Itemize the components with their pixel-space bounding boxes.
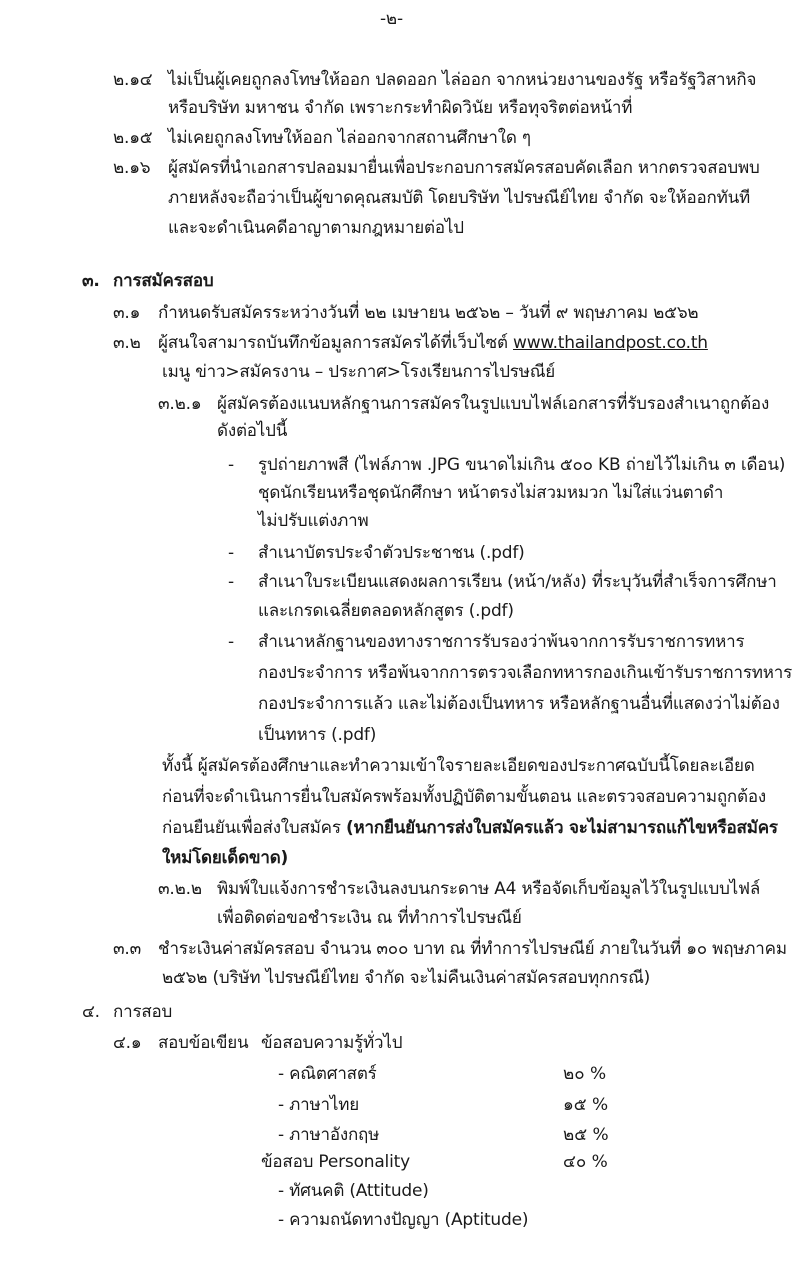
section-4-title: การสอบ (113, 1002, 173, 1022)
item-2-15-line1: ไม่เคยถูกลงโทษให้ออก ไล่ออกจากสถานศึกษาใด ๆ (168, 128, 531, 148)
bullet-transcript-line2: และเกรดเฉลี่ยตลอดหลักสูตร (.pdf) (258, 601, 514, 621)
item-2-14-line2: หรือบริษัท มหาชน จำกัด เพราะกระทำผิดวินัย หรือทุจริตต่อหน้าที่ (168, 98, 633, 118)
item-3-2-line2: เมนู ข่าว>สมัครงาน – ประกาศ>โรงเรียนการไปรษณีย์ (162, 362, 556, 382)
note-line3-bold: (หากยืนยันการส่งใบสมัครแล้ว จะไม่สามารถแก้ไขหรือสมัคร (345, 818, 778, 838)
bullet-military-line1: สำเนาหลักฐานของทางราชการรับรองว่าพ้นจากการรับราชการทหาร (258, 632, 745, 652)
bullet-military-line4: เป็นทหาร (.pdf) (258, 725, 377, 745)
item-2-16-line2: ภายหลังจะถือว่าเป็นผู้ขาดคุณสมบัติ โดยบริษัท ไปรษณีย์ไทย จำกัด จะให้ออกทันที (168, 188, 751, 208)
item-3-2-2-line1: พิมพ์ใบแจ้งการชำระเงินลงบนกระดาษ A4 หรือจัดเก็บข้อมูลไว้ในรูปแบบไฟล์ (217, 879, 761, 899)
section-3-number: ๓. (82, 271, 100, 291)
item-3-2-number: ๓.๒ (113, 333, 141, 353)
item-3-2-2-number: ๓.๒.๒ (158, 879, 202, 899)
general-knowledge-title: ข้อสอบความรู้ทั่วไป (261, 1033, 403, 1053)
item-3-2-prefix: ผู้สนใจสามารถบันทึกข้อมูลการสมัครได้ที่เว็บไซต์ (158, 333, 514, 353)
item-3-2-2-line2: เพื่อติดต่อขอชำระเงิน ณ ที่ทำการไปรษณีย์ (217, 908, 522, 928)
subject-math: - คณิตศาสตร์ (278, 1064, 377, 1084)
subject-math-percent: ๒๐ % (563, 1064, 607, 1084)
note-line3 (162, 817, 778, 839)
item-2-14-number: ๒.๑๔ (113, 70, 153, 90)
subject-thai-percent: ๑๕ % (563, 1095, 609, 1115)
bullet-mark: - (228, 543, 234, 563)
item-2-16-line1: ผู้สมัครที่นำเอกสารปลอมมายื่นเพื่อประกอบการสมัครสอบคัดเลือก หากตรวจสอบพบ (168, 158, 760, 178)
item-3-3-number: ๓.๓ (113, 939, 142, 959)
item-3-2-1-line2: ดังต่อไปนี้ (217, 421, 288, 441)
section-3-title: การสมัครสอบ (113, 271, 214, 291)
personality-title: ข้อสอบ Personality (261, 1152, 410, 1172)
item-3-2-1-line1: ผู้สมัครต้องแนบหลักฐานการสมัครในรูปแบบไฟล์เอกสารที่รับรองสำเนาถูกต้อง (217, 394, 770, 414)
item-3-2-1-number: ๓.๒.๑ (158, 394, 202, 414)
section-4-number: ๔. (82, 1002, 100, 1022)
page-number: -๒- (380, 9, 403, 29)
website-link[interactable]: www.thailandpost.co.th (513, 333, 708, 353)
item-2-16-line3: และจะดำเนินคดีอาญาตามกฎหมายต่อไป (168, 218, 464, 238)
item-2-16-number: ๒.๑๖ (113, 158, 151, 178)
personality-aptitude: - ความถนัดทางปัญญา (Aptitude) (278, 1210, 529, 1230)
note-line1: ทั้งนี้ ผู้สมัครต้องศึกษาและทำความเข้าใจรายละเอียดของประกาศฉบับนี้โดยละเอียด (162, 756, 755, 776)
subject-english: - ภาษาอังกฤษ (278, 1125, 380, 1145)
item-4-1-number: ๔.๑ (113, 1033, 142, 1053)
bullet-military-line3: กองประจำการแล้ว และไม่ต้องเป็นทหาร หรือหลักฐานอื่นที่แสดงว่าไม่ต้อง (258, 694, 780, 714)
item-3-2-text (158, 332, 708, 354)
item-4-1-label: สอบข้อเขียน (158, 1033, 249, 1053)
bullet-photo-line3: ไม่ปรับแต่งภาพ (258, 511, 369, 531)
bullet-mark: - (228, 632, 234, 652)
personality-attitude: - ทัศนคติ (Attitude) (278, 1181, 429, 1201)
personality-percent: ๔๐ % (563, 1152, 608, 1172)
note-line4: ใหม่โดยเด็ดขาด) (162, 848, 289, 868)
subject-english-percent: ๒๕ % (563, 1125, 609, 1145)
item-3-3-line1: ชำระเงินค่าสมัครสอบ จำนวน ๓๐๐ บาท ณ ที่ทำการไปรษณีย์ ภายในวันที่ ๑๐ พฤษภาคม (158, 939, 787, 959)
bullet-transcript-line1: สำเนาใบระเบียนแสดงผลการเรียน (หน้า/หลัง) ที่ระบุวันที่สำเร็จการศึกษา (258, 572, 777, 592)
item-2-15-number: ๒.๑๕ (113, 128, 153, 148)
item-3-1-number: ๓.๑ (113, 303, 141, 323)
note-line2: ก่อนที่จะดำเนินการยื่นใบสมัครพร้อมทั้งปฏิบัติตามขั้นตอน และตรวจสอบความถูกต้อง (162, 787, 766, 807)
item-3-1-text: กำหนดรับสมัครระหว่างวันที่ ๒๒ เมษายน ๒๕๖๒ – วันที่ ๙ พฤษภาคม ๒๕๖๒ (158, 303, 699, 323)
bullet-mark: - (228, 572, 234, 592)
bullet-military-line2: กองประจำการ หรือพ้นจากการตรวจเลือกทหารกองเกินเข้ารับราชการทหาร (258, 663, 793, 683)
item-2-14-line1: ไม่เป็นผู้เคยถูกลงโทษให้ออก ปลดออก ไล่ออก จากหน่วยงานของรัฐ หรือรัฐวิสาหกิจ (168, 70, 757, 90)
note-line3-normal: ก่อนยืนยันเพื่อส่งใบสมัคร (162, 818, 346, 838)
bullet-mark: - (228, 455, 234, 475)
item-3-3-line2: ๒๕๖๒ (บริษัท ไปรษณีย์ไทย จำกัด จะไม่คืนเงินค่าสมัครสอบทุกกรณี) (162, 968, 651, 988)
bullet-photo-line2: ชุดนักเรียนหรือชุดนักศึกษา หน้าตรงไม่สวมหมวก ไม่ใส่แว่นตาดำ (258, 483, 724, 503)
bullet-idcard: สำเนาบัตรประจำตัวประชาชน (.pdf) (258, 543, 525, 563)
bullet-photo-line1: รูปถ่ายภาพสี (ไฟล์ภาพ .JPG ขนาดไม่เกิน ๕๐๐ KB ถ่ายไว้ไม่เกิน ๓ เดือน) (258, 455, 786, 475)
subject-thai: - ภาษาไทย (278, 1095, 359, 1115)
